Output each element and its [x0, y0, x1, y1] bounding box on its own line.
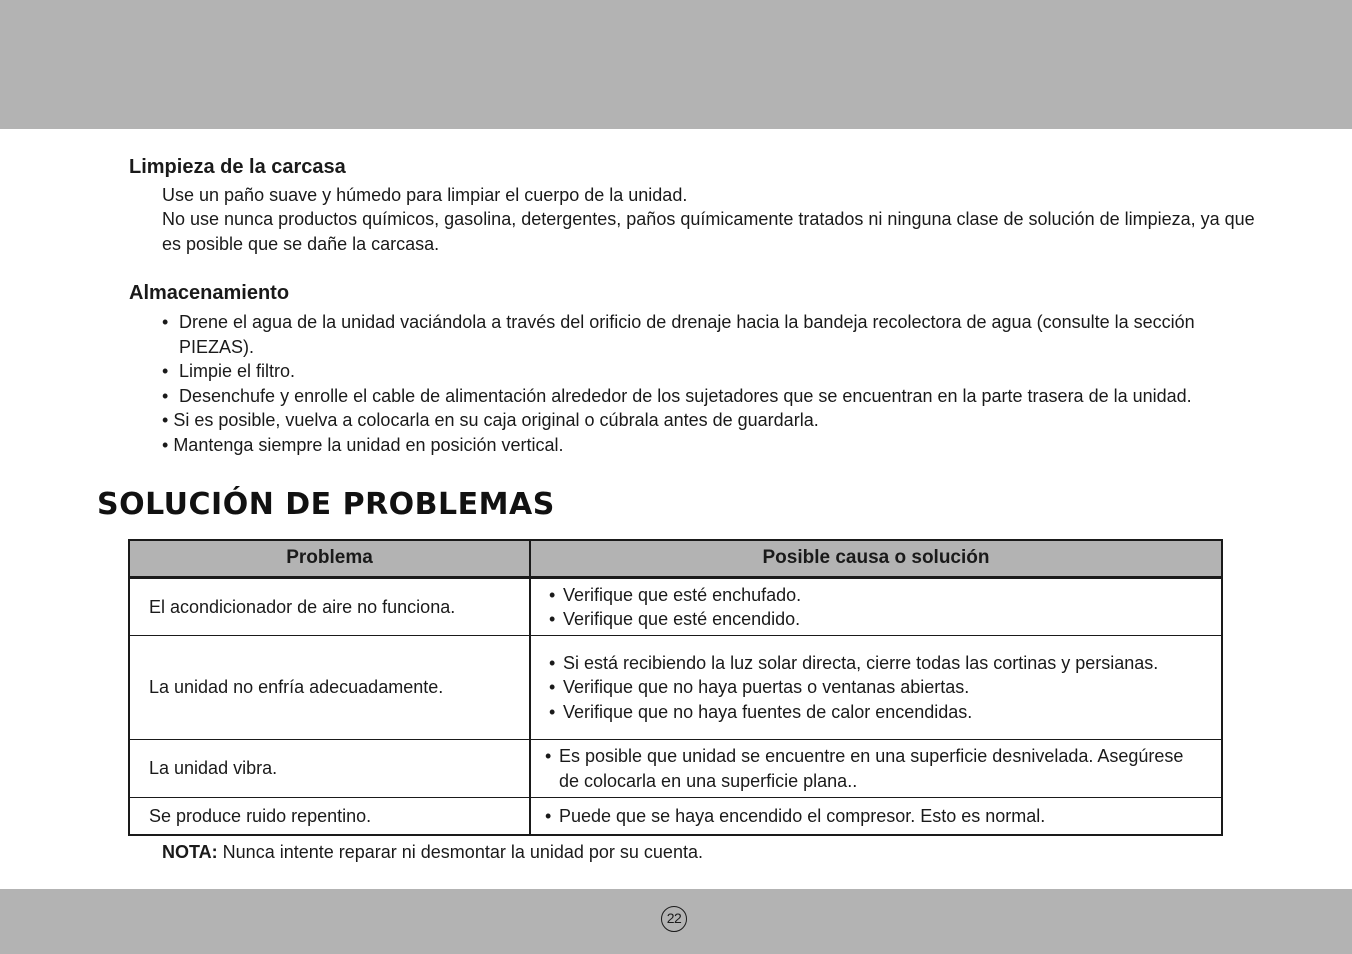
- problem-cell: La unidad vibra.: [129, 740, 530, 798]
- header-problem: Problema: [129, 540, 530, 578]
- solution-cell: [530, 636, 1222, 740]
- storage-item: • Si es posible, vuelva a colocarla en su caja original o cúbrala antes de guardarla.: [162, 408, 1252, 433]
- table-row: [129, 578, 1222, 636]
- storage-item: • Desenchufe y enrolle el cable de alimentación alrededor de los sujetadores que se encuentran en la parte trasera de la unidad.: [162, 384, 1252, 409]
- solution-item: • Si está recibiendo la luz solar directa, cierre todas las cortinas y persianas.: [549, 651, 1163, 676]
- problem-cell: La unidad no enfría adecuadamente.: [129, 636, 530, 740]
- table-row: [129, 798, 1222, 836]
- troubleshooting-table: [128, 539, 1223, 836]
- solution-cell: [530, 798, 1222, 836]
- note-label: NOTA:: [162, 842, 218, 862]
- solution-item: • Verifique que no haya fuentes de calor encendidas.: [549, 700, 1221, 725]
- troubleshooting-heading: SOLUCIÓN DE PROBLEMAS: [97, 487, 555, 522]
- cleaning-line-2: No use nunca productos químicos, gasolina, detergentes, paños químicamente tratados ni ninguna clase de solución de limpieza, ya que es posible que se dañe la carcasa.: [162, 209, 1255, 254]
- cleaning-heading: Limpieza de la carcasa: [129, 156, 346, 178]
- solution-cell: [530, 578, 1222, 636]
- solution-item: • Es posible que unidad se encuentre en una superficie desnivelada. Asegúrese de colocarla en una superficie plana..: [545, 744, 1189, 793]
- solution-item: • Verifique que no haya puertas o ventanas abiertas.: [549, 675, 1221, 700]
- note: [162, 840, 703, 864]
- table-row: [129, 636, 1222, 740]
- page-number: 22: [661, 906, 687, 932]
- note-text: Nunca intente reparar ni desmontar la unidad por su cuenta.: [222, 842, 703, 862]
- table-header-row: [129, 540, 1222, 578]
- solution-item: • Puede que se haya encendido el compresor. Esto es normal.: [545, 804, 1221, 829]
- solution-cell: [530, 740, 1222, 798]
- header-band: [0, 0, 1352, 129]
- solution-item: • Verifique que esté encendido.: [549, 607, 1221, 632]
- table-row: [129, 740, 1222, 798]
- storage-heading: Almacenamiento: [129, 282, 290, 304]
- problem-cell: Se produce ruido repentino.: [129, 798, 530, 836]
- storage-item: • Drene el agua de la unidad vaciándola a través del orificio de drenaje hacia la bandeja recolectora de agua (consulte la sección PIEZAS).: [162, 310, 1252, 359]
- storage-item: • Limpie el filtro.: [162, 359, 1252, 384]
- header-solution: Posible causa o solución: [530, 540, 1222, 578]
- solution-item: • Verifique que esté enchufado.: [549, 583, 1221, 608]
- storage-item: • Mantenga siempre la unidad en posición vertical.: [162, 433, 1252, 458]
- cleaning-line-1: Use un paño suave y húmedo para limpiar el cuerpo de la unidad.: [162, 185, 688, 205]
- storage-list: [162, 310, 1252, 457]
- problem-cell: El acondicionador de aire no funciona.: [129, 578, 530, 636]
